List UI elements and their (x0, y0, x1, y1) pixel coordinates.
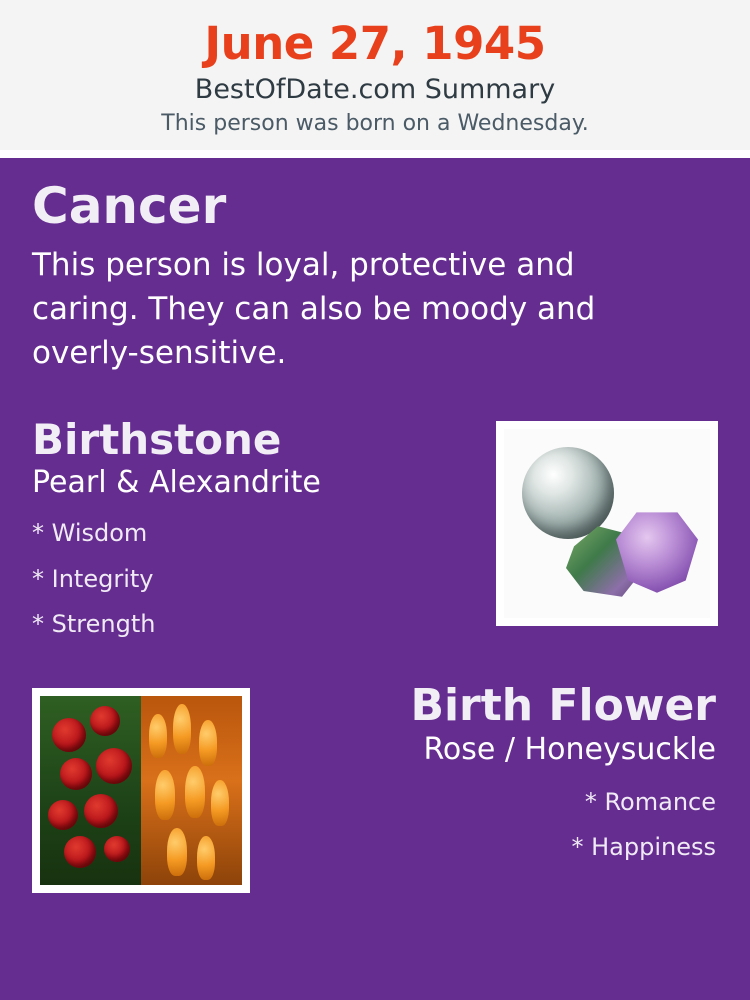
header-divider (0, 150, 750, 158)
rose-icon (48, 800, 78, 830)
honeysuckle-icon (185, 766, 205, 818)
rose-icon (84, 794, 118, 828)
birthstone-value: Pearl & Alexandrite (32, 464, 321, 500)
birthstone-trait: * Integrity (32, 564, 154, 593)
honeysuckle-icon (167, 828, 187, 876)
birthstone-image-frame (496, 421, 718, 626)
birthstone-text (32, 414, 321, 648)
birth-flower-image-frame (32, 688, 250, 893)
pearl-icon (522, 447, 614, 539)
honeysuckle-icon (149, 714, 167, 758)
birthstone-trait: * Strength (32, 610, 156, 639)
details-panel (0, 158, 750, 1000)
birth-flower-text (250, 679, 718, 869)
birth-flower-title: Birth Flower (410, 679, 716, 731)
rose-photo-half (40, 696, 141, 885)
day-of-week-text: This person was born on a Wednesday. (161, 110, 589, 136)
rose-icon (64, 836, 96, 868)
birthstone-title: Birthstone (32, 414, 282, 464)
rose-and-honeysuckle-photo (40, 696, 242, 885)
rose-icon (104, 836, 130, 862)
honeysuckle-icon (197, 836, 215, 880)
honeysuckle-photo-half (141, 696, 242, 885)
site-summary-label: BestOfDate.com Summary (194, 74, 556, 106)
birth-date-title: June 27, 1945 (204, 17, 546, 70)
honeysuckle-icon (155, 770, 175, 820)
birth-flower-trait: * Romance (584, 788, 716, 817)
birth-flower-value: Rose / Honeysuckle (423, 732, 716, 768)
rose-icon (60, 758, 92, 790)
pearl-and-alexandrite-photo (504, 429, 710, 618)
honeysuckle-icon (173, 704, 191, 754)
zodiac-sign-title: Cancer (32, 177, 227, 236)
rose-icon (90, 706, 120, 736)
birthstone-trait: * Wisdom (32, 518, 148, 547)
honeysuckle-icon (199, 720, 217, 766)
birth-flower-section (32, 679, 718, 893)
birthstone-section (32, 414, 718, 648)
birth-flower-trait: * Happiness (571, 832, 716, 861)
card-header (0, 0, 750, 150)
rose-icon (52, 718, 86, 752)
rose-icon (96, 748, 132, 784)
honeysuckle-icon (211, 780, 229, 826)
zodiac-description: This person is loyal, protective and caring. They can also be moody and overly-sensitive. (32, 246, 596, 371)
